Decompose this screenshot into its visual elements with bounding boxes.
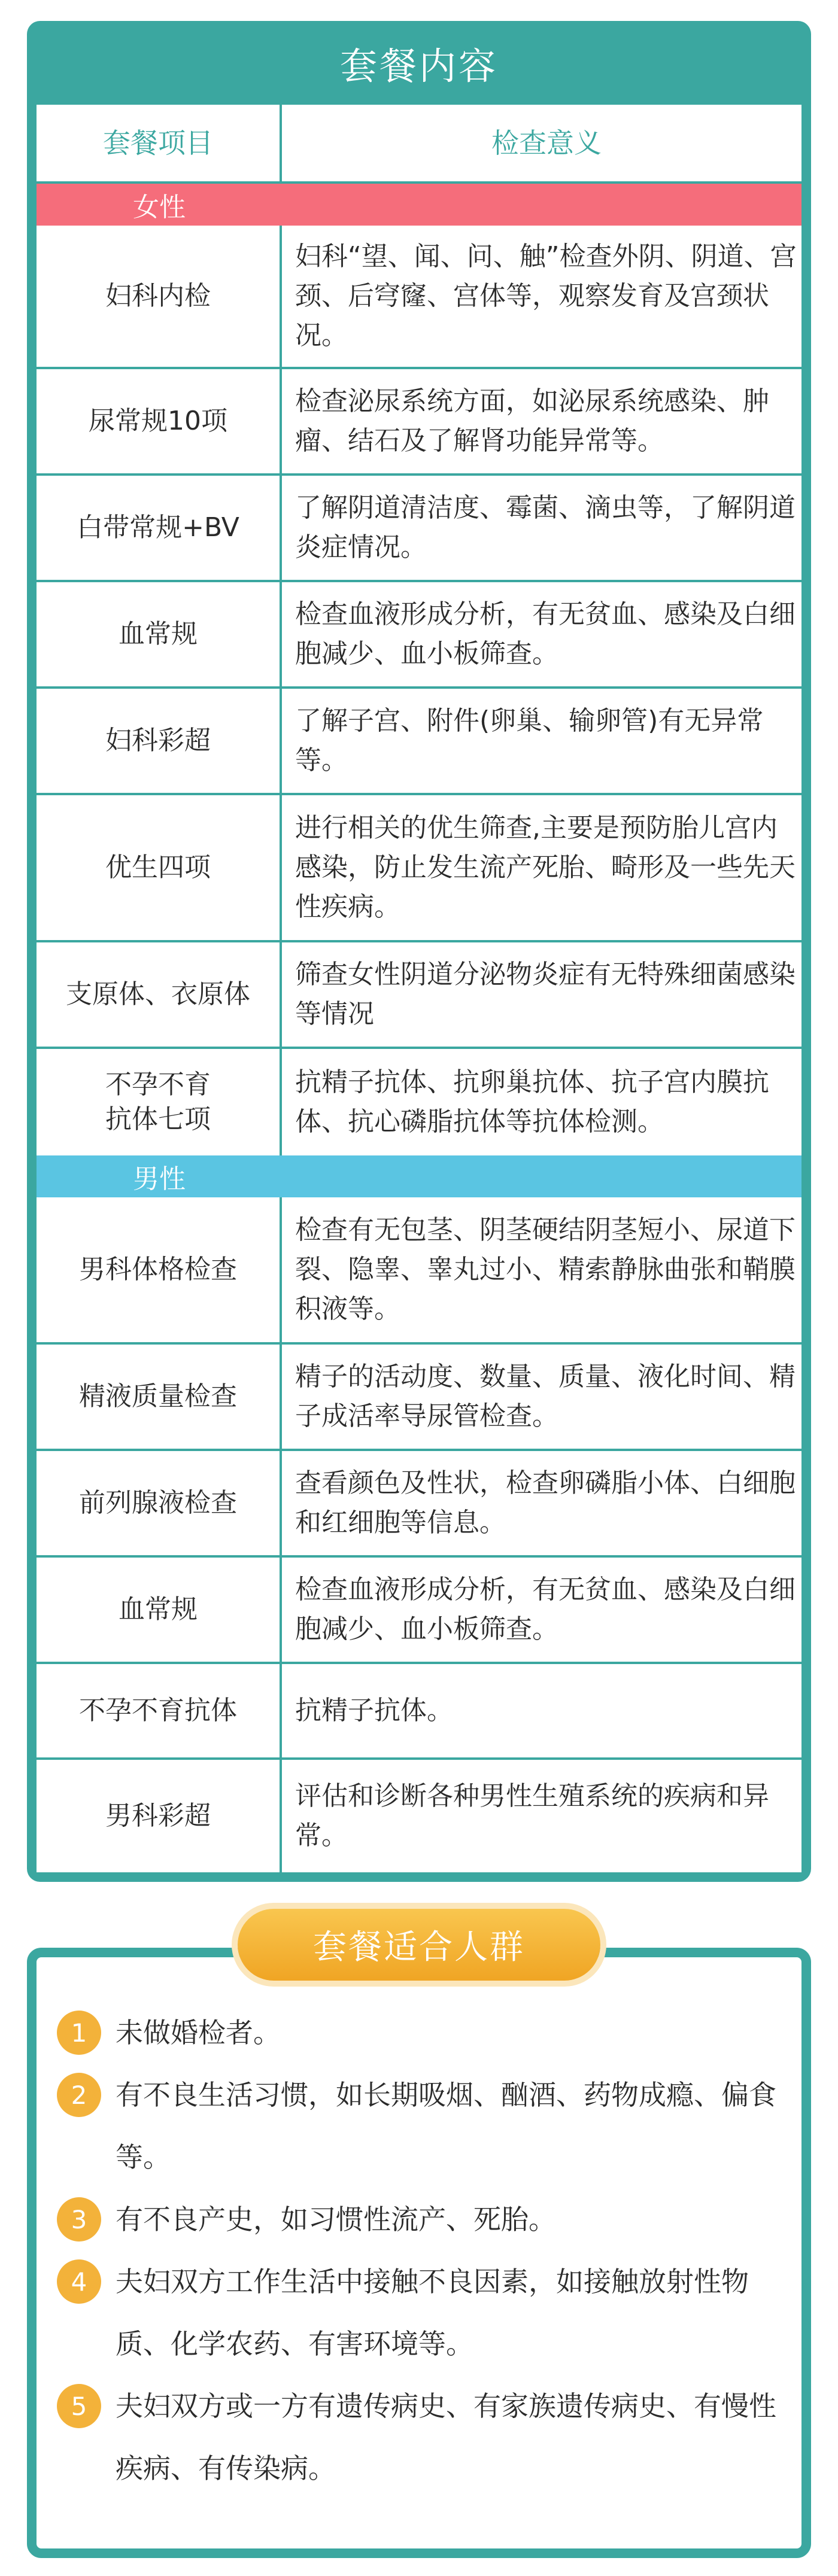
- row-meaning: 了解阴道清洁度、霉菌、滴虫等，了解阴道炎症情况。: [295, 492, 796, 562]
- table-row: [37, 582, 801, 689]
- table-row: [37, 1345, 801, 1451]
- table-row: [37, 1760, 801, 1872]
- table-row: [37, 689, 801, 795]
- row-item: 白带常规+BV: [37, 476, 282, 580]
- row-item: 妇科内检: [37, 226, 282, 367]
- row-meaning: 抗精子抗体、抗卵巢抗体、抗子宫内膜抗体、抗心磷脂抗体等抗体检测。: [295, 1067, 769, 1137]
- row-meaning: 检查有无包茎、阴茎硬结阴茎短小、尿道下裂、隐睾、睾丸过小、精索静脉曲张和鞘膜积液等。: [295, 1215, 796, 1324]
- section-male-label: 男性: [133, 1164, 186, 1194]
- table-row: [37, 1197, 801, 1345]
- row-meaning: 查看颜色及性状，检查卵磷脂小体、白细胞和红细胞等信息。: [295, 1468, 796, 1538]
- table-row: [37, 1049, 801, 1155]
- table-row: [37, 1664, 801, 1760]
- row-item: 男科体格检查: [37, 1197, 282, 1342]
- table-row: [37, 1558, 801, 1664]
- table-row: [37, 795, 801, 942]
- row-item: 不孕不育抗体: [37, 1664, 282, 1757]
- row-item: 支原体、衣原体: [37, 942, 282, 1047]
- section-female-bar: [37, 184, 801, 226]
- row-meaning: 检查血液形成分析，有无贫血、感染及白细胞减少、血小板筛查。: [295, 599, 796, 669]
- row-meaning: 妇科“望、闻、问、触”检查外阴、阴道、宫颈、后穹窿、宫体等，观察发育及宫颈状况。: [295, 241, 797, 351]
- column-header-item: 套餐项目: [37, 105, 282, 181]
- list-item-text: 未做婚检者。: [116, 2017, 281, 2049]
- row-meaning: 检查血液形成分析，有无贫血、感染及白细胞减少、血小板筛查。: [295, 1574, 796, 1644]
- number-badge: 5: [57, 2384, 101, 2428]
- row-item: 精液质量检查: [37, 1345, 282, 1449]
- row-item: 前列腺液检查: [37, 1451, 282, 1555]
- list-item-text: 夫妇双方或一方有遗传病史、有家族遗传病史、有慢性疾病、有传染病。: [116, 2390, 776, 2484]
- row-meaning: 筛查女性阴道分泌物炎症有无特殊细菌感染等情况: [295, 959, 796, 1029]
- row-meaning: 抗精子抗体。: [295, 1695, 453, 1726]
- list-item-text: 夫妇双方工作生活中接触不良因素，如接触放射性物质、化学农药、有害环境等。: [116, 2265, 749, 2360]
- list-item-text: 有不良产史，如习惯性流产、死胎。: [116, 2203, 556, 2236]
- number-badge: 1: [57, 2011, 101, 2055]
- population-title: 套餐适合人群: [238, 1909, 600, 1981]
- row-meaning: 进行相关的优生筛查,主要是预防胎儿宫内感染，防止发生流产死胎、畸形及一些先天性疾病。: [295, 813, 796, 922]
- table-row: [37, 942, 801, 1049]
- row-item: 不孕不育 抗体七项: [37, 1049, 282, 1155]
- row-item: 男科彩超: [37, 1760, 282, 1872]
- row-item: 血常规: [37, 582, 282, 686]
- package-contents-body: [37, 105, 801, 1872]
- row-item: 优生四项: [37, 795, 282, 940]
- table-row: [37, 1451, 801, 1558]
- row-item: 尿常规10项: [37, 369, 282, 473]
- table-row: [37, 226, 801, 369]
- row-meaning: 评估和诊断各种男性生殖系统的疾病和异常。: [295, 1781, 769, 1851]
- table-row: [37, 369, 801, 476]
- row-item: 妇科彩超: [37, 689, 282, 793]
- row-item: 血常规: [37, 1558, 282, 1662]
- table-row: [37, 476, 801, 582]
- number-badge: 4: [57, 2259, 101, 2304]
- package-contents-card: [27, 21, 811, 1882]
- row-meaning: 了解子宫、附件(卵巢、输卵管)有无异常等。: [295, 705, 764, 775]
- table-header-row: [37, 105, 801, 184]
- package-contents-title: 套餐内容: [339, 44, 498, 88]
- row-meaning: 检查泌尿系统方面，如泌尿系统感染、肿瘤、结石及了解肾功能异常等。: [295, 386, 769, 456]
- list-item-text: 有不良生活习惯，如长期吸烟、酗酒、药物成瘾、偏食等。: [116, 2079, 776, 2173]
- row-meaning: 精子的活动度、数量、质量、液化时间、精子成活率导尿管检查。: [295, 1361, 796, 1431]
- section-female-label: 女性: [133, 192, 186, 223]
- number-badge: 3: [57, 2197, 101, 2242]
- number-badge: 2: [57, 2073, 101, 2117]
- section-male-bar: [37, 1155, 801, 1197]
- column-header-meaning: 检查意义: [491, 127, 602, 159]
